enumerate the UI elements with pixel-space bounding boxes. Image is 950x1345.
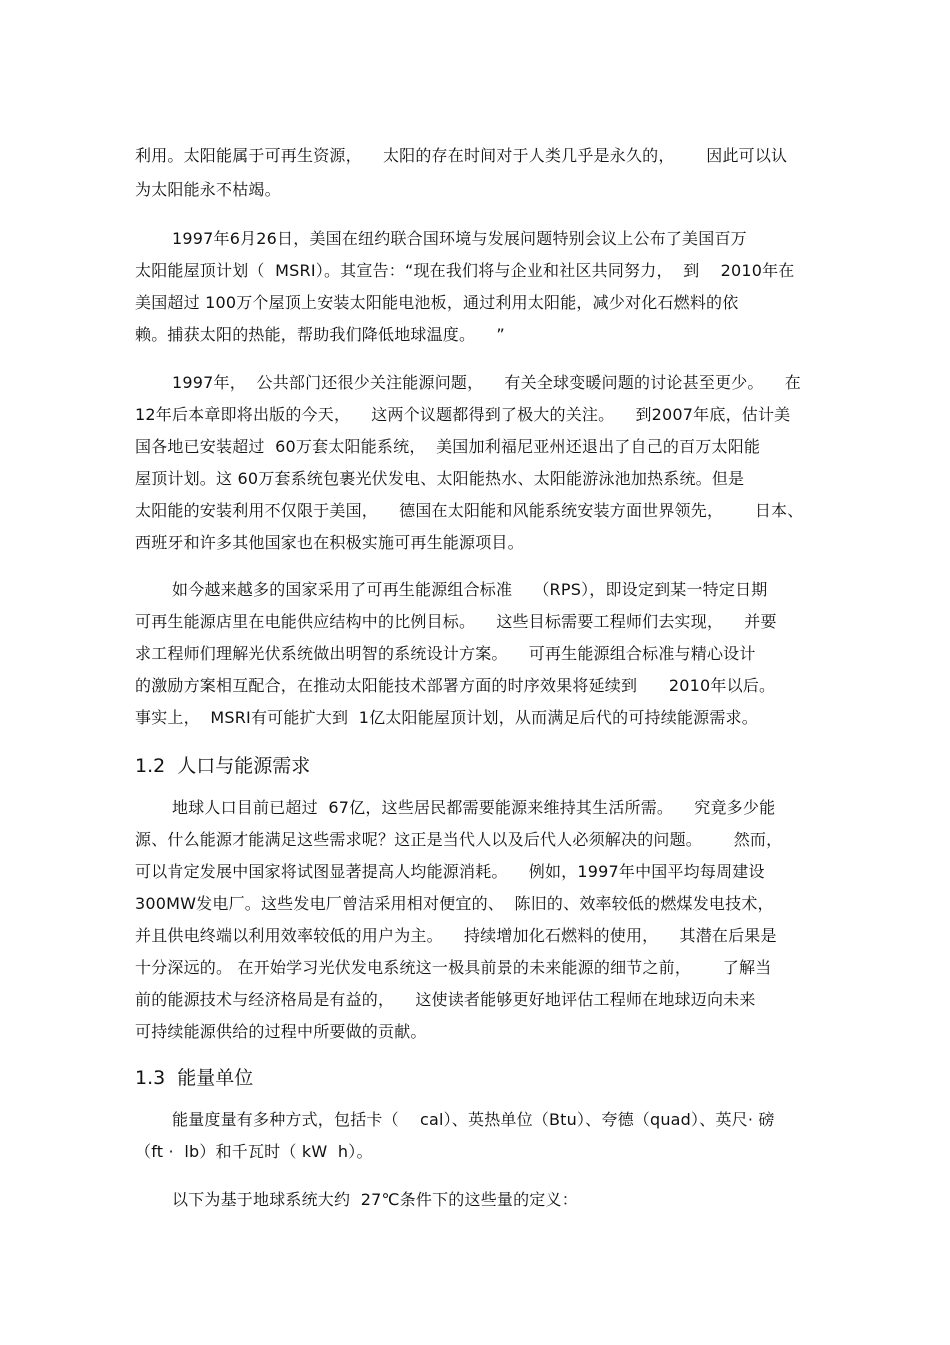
text-line: 能量度量有多种方式，包括卡（ cal）、英热单位（Btu）、夸德（quad）、英尺· 磅 xyxy=(172,1110,775,1129)
text-line: 12年后本章即将出版的今天， 这两个议题都得到了极大的关注。 到2007年底，估计美 xyxy=(135,405,791,424)
text-line: 的激励方案相互配合，在推动太阳能技术部署方面的时序效果将延续到 2010年以后。 xyxy=(135,676,776,695)
text-line: 利用。太阳能属于可再生资源， 太阳的存在时间对于人类几乎是永久的， 因此可以认 xyxy=(135,146,788,165)
text-line: 赖。捕获太阳的热能，帮助我们降低地球温度。 ” xyxy=(135,325,505,344)
text-line: 如今越来越多的国家采用了可再生能源组合标准 （RPS），即设定到某一特定日期 xyxy=(172,580,768,599)
text-line: 1997年， 公共部门还很少关注能源问题， 有关全球变暖问题的讨论甚至更少。 在 xyxy=(172,373,801,392)
text-line: 为太阳能永不枯竭。 xyxy=(135,180,281,199)
text-line: 300MW发电厂。这些发电厂曾洁采用相对便宜的、 陈旧的、效率较低的燃煤发电技术， xyxy=(135,894,774,913)
text-line: 太阳能屋顶计划（ MSRI）。其宣告：“现在我们将与企业和社区共同努力， 到 2010年在 xyxy=(135,261,795,280)
text-line: 地球人口目前已超过 67亿，这些居民都需要能源来维持其生活所需。 究竟多少能 xyxy=(172,798,776,817)
text-line: 太阳能的安装利用不仅限于美国， 德国在太阳能和风能系统安装方面世界领先， 日本、 xyxy=(135,501,804,520)
text-line: 前的能源技术与经济格局是有益的， 这使读者能够更好地评估工程师在地球迈向未来 xyxy=(135,990,756,1009)
text-line: 可以肯定发展中国家将试图显著提高人均能源消耗。 例如，1997年中国平均每周建设 xyxy=(135,862,765,881)
text-line: 屋顶计划。这 60万套系统包裹光伏发电、太阳能热水、太阳能游泳池加热系统。但是 xyxy=(135,469,745,488)
text-line: 1997年6月26日，美国在纽约联合国环境与发展问题特别会议上公布了美国百万 xyxy=(172,229,747,248)
text-line: 事实上， MSRI有可能扩大到 1亿太阳能屋顶计划，从而满足后代的可持续能源需求。 xyxy=(135,708,758,727)
text-line: （ft · lb）和千瓦时（ kW h）。 xyxy=(135,1142,373,1161)
text-line: 可再生能源店里在电能供应结构中的比例目标。 这些目标需要工程师们去实现， 并要 xyxy=(135,612,777,631)
text-line: 西班牙和许多其他国家也在积极实施可再生能源项目。 xyxy=(135,533,524,552)
text-line: 以下为基于地球系统大约 27℃条件下的这些量的定义： xyxy=(172,1190,578,1209)
section-heading: 1.3 能量单位 xyxy=(135,1067,254,1089)
section-heading: 1.2 人口与能源需求 xyxy=(135,755,311,777)
text-line: 并且供电终端以利用效率较低的用户为主。 持续增加化石燃料的使用， 其潜在后果是 xyxy=(135,926,777,945)
text-line: 源、什么能源才能满足这些需求呢？这正是当代人以及后代人必须解决的问题。 然而， xyxy=(135,830,783,849)
text-line: 求工程师们理解光伏系统做出明智的系统设计方案。 可再生能源组合标准与精心设计 xyxy=(135,644,756,663)
text-line: 可持续能源供给的过程中所要做的贡献。 xyxy=(135,1022,427,1041)
text-line: 十分深远的。 在开始学习光伏发电系统这一极具前景的未来能源的细节之前， 了解当 xyxy=(135,958,772,977)
text-line: 国各地已安装超过 60万套太阳能系统， 美国加利福尼亚州还退出了自己的百万太阳能 xyxy=(135,437,761,456)
text-line: 美国超过 100万个屋顶上安装太阳能电池板，通过利用太阳能，减少对化石燃料的依 xyxy=(135,293,739,312)
